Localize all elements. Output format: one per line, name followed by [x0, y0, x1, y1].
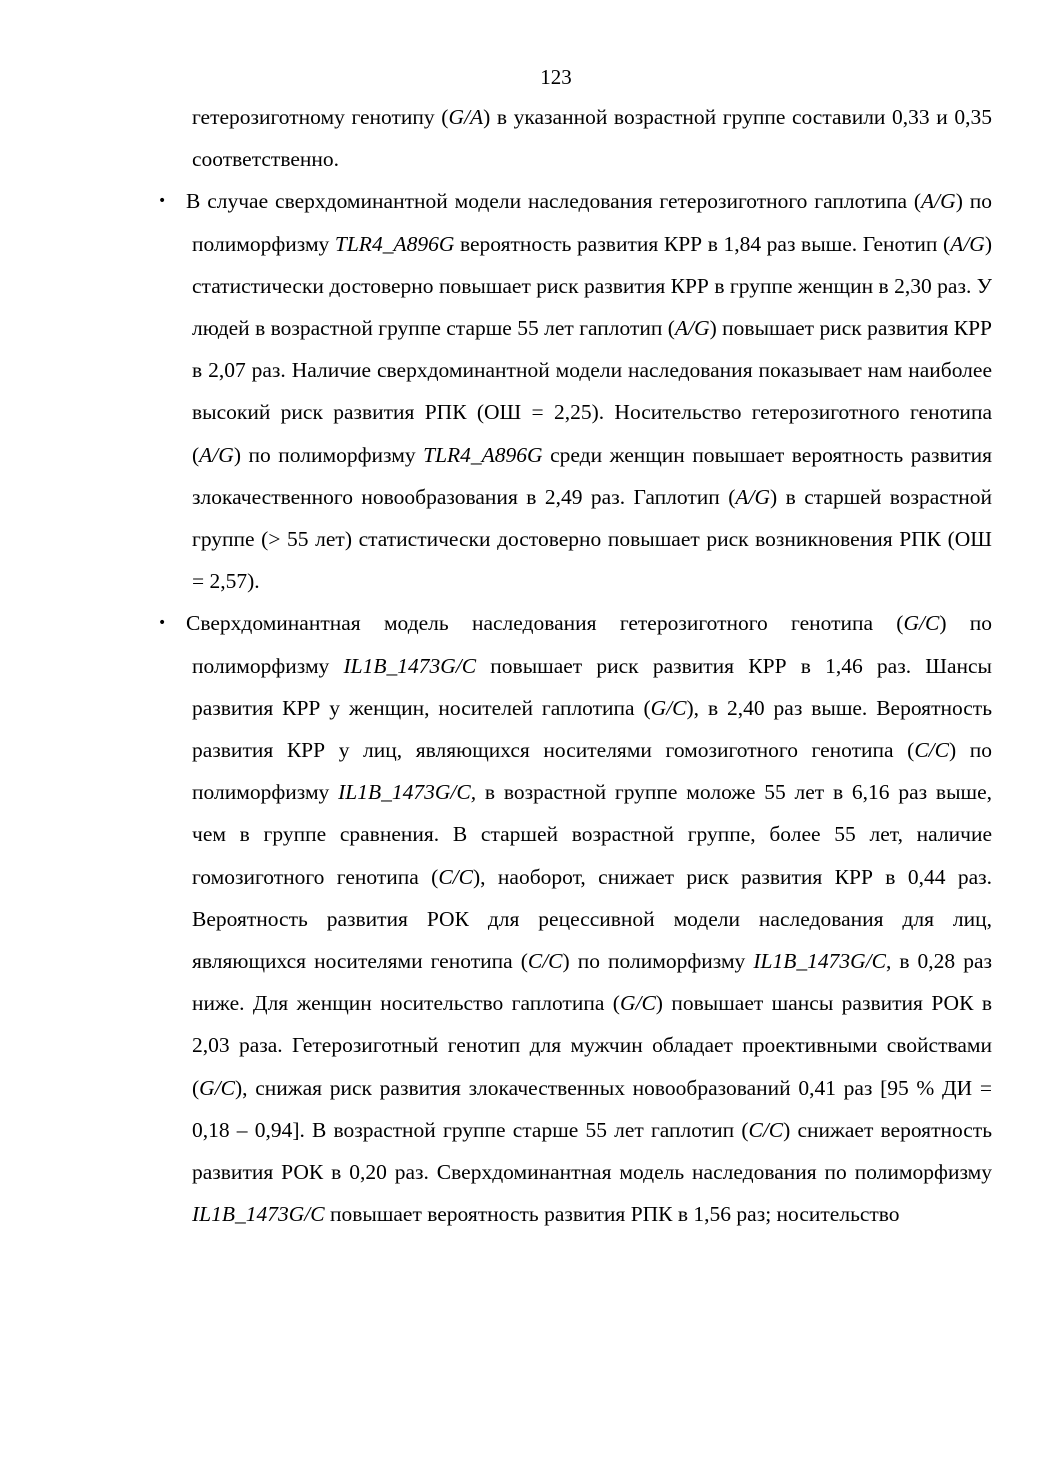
paragraph-continuation: [192, 96, 992, 180]
text-run: в возрастной группе моложе 55 лет в 6,16 раз выше, чем в группе сравнения. В старшей возрастной группе, более 55 лет, наличие гомозиготного генотипа (: [192, 780, 993, 889]
text-run: ) статистически достоверно повышает риск развития КРР в группе женщин в 2,30 раз. У людей в возрастной группе старше 55 лет гаплотип (: [192, 231, 992, 341]
genotype-italic: C/C: [748, 1117, 784, 1142]
genotype-italic: C/C: [914, 738, 949, 763]
polymorphism-italic: IL1B_1473G/C: [343, 653, 477, 678]
polymorphism-italic: TLR4_A896G: [334, 231, 455, 256]
polymorphism-italic: IL1B_1473G/C: [753, 949, 886, 974]
text-run: ), наоборот, снижает риск развития КРР в 0,44 раз. Вероятность развития РОК для рецессивной модели наследования для лиц, являющихся носителями генотипа (: [192, 864, 992, 974]
document-body: [158, 96, 993, 1235]
text-run: В случае сверхдоминантной модели наследования гетерозиготного гаплотипа (: [186, 189, 922, 214]
genotype-italic: G/C: [619, 991, 656, 1016]
genotype-italic: G/C: [903, 611, 940, 636]
genotype-italic: A/G: [674, 316, 710, 341]
page-number: 123: [540, 65, 572, 89]
bullet-icon: •: [158, 615, 167, 632]
bullet-text: [186, 180, 992, 602]
polymorphism-italic: TLR4_A896G: [423, 442, 543, 467]
text-run: среди женщин повышает вероятность развития злокачественного новообразования в 2,49 раз. Гаплотип (: [192, 442, 992, 509]
bullet-icon: •: [158, 193, 167, 210]
text-run: Сверхдоминантная модель наследования гетерозиготного генотипа (: [186, 611, 904, 636]
genotype-italic: C/C: [438, 864, 473, 889]
genotype-italic: A/G: [199, 442, 234, 467]
text-run: ) по полиморфизму: [562, 949, 754, 974]
text-run: ) по полиморфизму: [233, 442, 424, 467]
genotype-italic: G/C: [650, 695, 687, 720]
text-run: ) снижает вероятность развития РОК в 0,20 раз. Сверхдоминантная модель наследования по полиморфизму: [192, 1117, 993, 1185]
text-run: повышает вероятность развития РПК в 1,56 раз; носительство: [324, 1202, 900, 1227]
genotype-italic: G/A: [448, 105, 484, 129]
genotype-italic: C/C: [527, 949, 563, 974]
text-run: ) в старшей возрастной группе (> 55 лет) статистически достоверно повышает риск возникновения РПК (ОШ = 2,57).: [192, 484, 992, 594]
text-run: ) повышает риск развития КРР в 2,07 раз. Наличие сверхдоминантной модели наследования показывает нам наиболее высокий риск развития РПК (ОШ = 2,25). Носительство гетерозиготного генотипа (: [192, 316, 992, 467]
text-run: ) по полиморфизму: [192, 189, 992, 256]
genotype-italic: G/C: [199, 1075, 236, 1100]
bullet-item-tlr4: [158, 180, 992, 602]
text-run: ) по полиморфизму: [192, 738, 993, 805]
text-run: ) повышает шансы развития РОК в 2,03 раза. Гетерозиготный генотип для мужчин обладает проективными свойствами (: [192, 991, 992, 1100]
text-run: вероятность развития КРР в 1,84 раз выше. Генотип (: [454, 231, 951, 256]
polymorphism-italic: IL1B_1473G/C,: [338, 780, 477, 805]
genotype-italic: A/G: [735, 484, 771, 509]
polymorphism-italic: IL1B_1473G/C: [192, 1202, 325, 1227]
text-run: повышает риск развития КРР в 1,46 раз. Шансы развития КРР у женщин, носителей гаплотипа (: [192, 653, 992, 720]
bullet-text: [186, 602, 993, 1235]
text-run: ), в 2,40 раз выше. Вероятность развития КРР у лиц, являющихся носителями гомозиготного генотипа (: [192, 695, 992, 763]
genotype-italic: A/G: [950, 231, 985, 256]
text-run: ), снижая риск развития злокачественных новообразований 0,41 раз [95 % ДИ = 0,18 – 0,94]. В возрастной группе старше 55 лет гаплотип (: [192, 1075, 992, 1142]
genotype-italic: A/G: [921, 189, 956, 214]
text-run: гетерозиготному генотипу (: [192, 105, 449, 129]
text-run: ) по полиморфизму: [192, 611, 992, 678]
bullet-item-il1b: [158, 602, 993, 1235]
text-run: , в 0,28 раз ниже. Для женщин носительство гаплотипа (: [192, 949, 993, 1016]
text-run: ) в указанной возрастной группе составили 0,33 и 0,35 соответственно.: [192, 105, 993, 172]
